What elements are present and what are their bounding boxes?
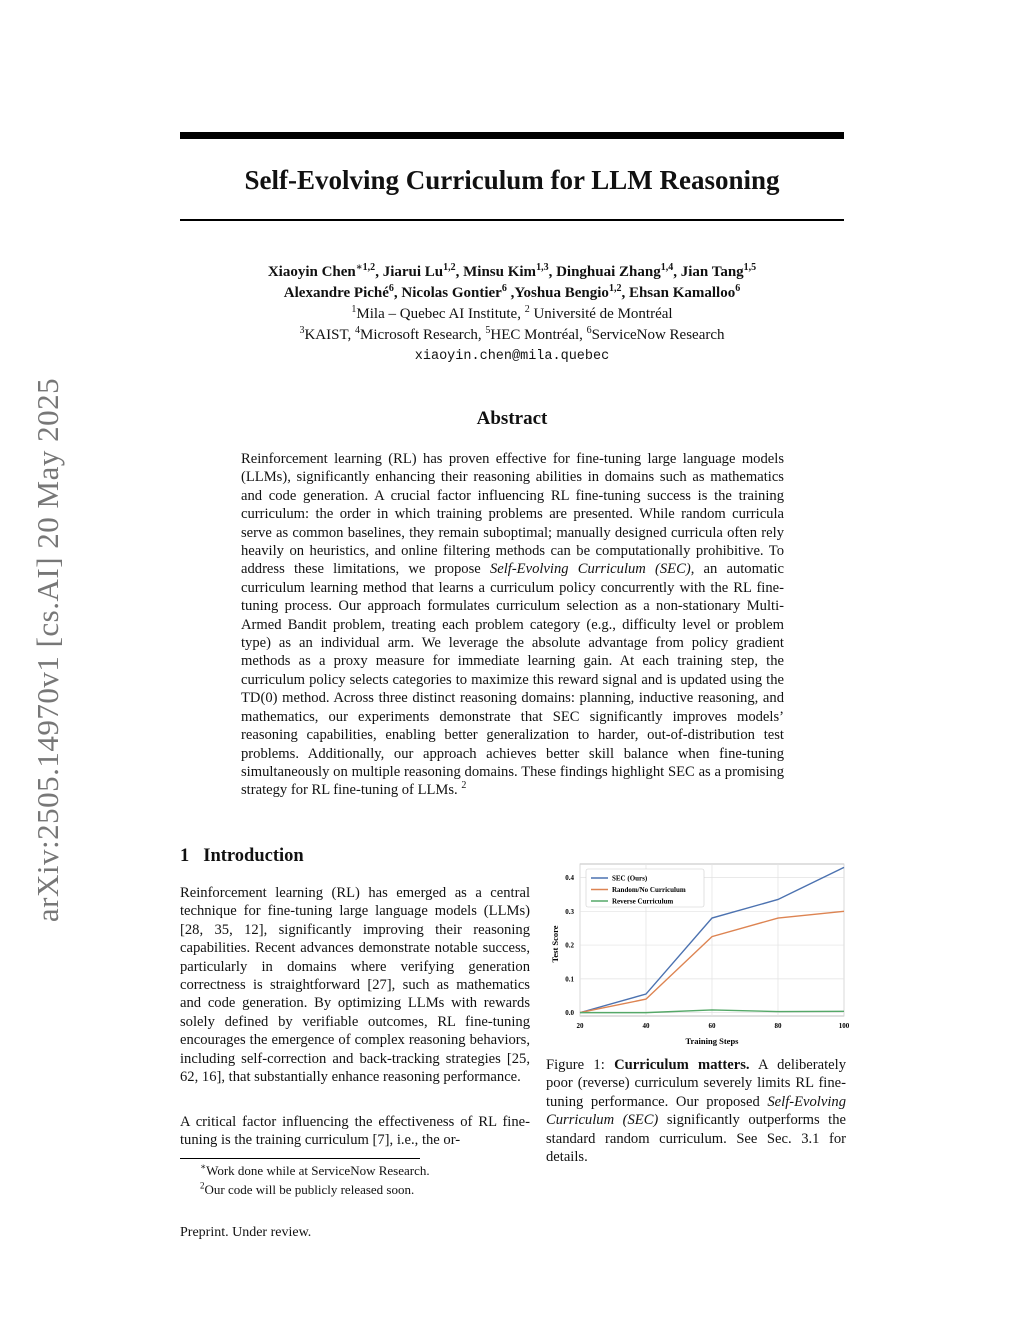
y-tick-label: 0.3 [565, 907, 574, 916]
section-title: Introduction [203, 846, 304, 866]
affiliation: Mila – Quebec AI Institute, [356, 306, 521, 322]
preprint-footer: Preprint. Under review. [180, 1225, 312, 1240]
y-tick-label: 0.0 [565, 1009, 574, 1018]
author-affil: 1,2 [608, 283, 622, 294]
affiliation-line-1 [180, 304, 844, 325]
caption-bold: Curriculum matters. [614, 1057, 750, 1073]
abstract-emphasis: Self-Evolving Curriculum (SEC) [489, 561, 691, 578]
legend-entry: SEC (Ours) [612, 874, 648, 883]
affil-mark: 4 [355, 325, 361, 336]
affil-mark: 5 [485, 325, 491, 336]
paper-title: Self-Evolving Curriculum for LLM Reasoning [244, 165, 780, 195]
y-tick-label: 0.4 [565, 874, 574, 883]
author-name: Minsu Kim [463, 264, 537, 280]
author-block [180, 262, 844, 367]
author-name: Nicolas Gontier [401, 285, 502, 301]
affiliation-line-2 [180, 325, 844, 346]
affiliation: KAIST, [304, 327, 352, 343]
abstract-text: Reinforcement learning (RL) has proven effective for fine-tuning large language models (LLMs), significantly enhancing their reasoning abilities in domains such as mathematics and code generation. A crucial factor influencing RL fine-tuning success is the training curriculum: the order in which training problems are presented. While random curricula serve as common baselines, they remain suboptimal; manually designed curricula often rely heavily on heuristics, and online filtering methods can be computationally prohibitive. To address these limitations, we propose [241, 451, 784, 578]
author-affil: 6 [501, 283, 507, 294]
caption-text: A deliberately poor (reverse) curriculum severely limits RL fine-tuning performance. Our proposed [546, 1057, 846, 1110]
author-line-1: Xiaoyin Chen$^{∗1,2}$, Jiarui Lu$^{1,2}$, Minsu Kim$^{1,3}$, Dinghuai Zhang$^{1,4}$, Jian Tang$^{1,5}$ [267, 262, 757, 280]
affiliation: Université de Montréal [533, 306, 673, 322]
x-axis-label: Training Steps [685, 1036, 739, 1046]
y-tick-label: 0.1 [565, 975, 574, 984]
legend-entry: Random/No Curriculum [612, 886, 686, 894]
x-tick-label: 100 [838, 1022, 850, 1030]
author-name: Dinghuai Zhang [556, 264, 661, 280]
affil-mark: 1 [351, 304, 357, 315]
author-name: Ehsan Kamalloo [628, 285, 736, 301]
footnote-text: Work done while at ServiceNow Research. [206, 1163, 430, 1178]
affiliation: HEC Montréal, [490, 327, 583, 343]
intro-paragraph-2: A critical factor influencing the effectiveness of RL fine-tuning is the training curriculum [7], i.e., the or- [180, 1114, 530, 1149]
abstract-heading: Abstract [476, 408, 548, 429]
title-rule-bottom [180, 219, 844, 221]
footnote-2 [200, 1181, 414, 1198]
footnote-1 [200, 1162, 430, 1179]
figure-1-chart [546, 860, 850, 1050]
arxiv-id: arXiv:2505.14970v1 [cs.AI] 20 May 2025 [30, 377, 65, 923]
y-tick-label: 0.2 [565, 941, 574, 950]
figure-caption [546, 1056, 846, 1166]
author-name: Alexandre Piché [283, 285, 389, 301]
author-affil: ∗1,2 [355, 262, 376, 273]
x-tick-label: 40 [642, 1022, 650, 1030]
abstract-text: , an automatic curriculum learning method that learns a curriculum policy concurrently with the RL fine-tuning process. Our approach formulates curriculum selection as a non-stationary Multi-Armed Bandit problem, treating each problem category (e.g., difficulty level or problem type) as an individual arm. We leverage the absolute advantage from policy gradient methods as a proxy measure for immediate learning gain. At each training step, the curriculum policy selects categories to maximize this reward signal and is updated using the TD(0) method. Across three distinct reasoning domains: planning, inductive reasoning, and mathematics, our experiments demonstrate that SEC significantly improves models’ reasoning capabilities, enabling better generalization to harder, out-of-distribution test problems. Additionally, our approach achieves better skill balance when fine-tuning simultaneously on multiple reasoning domains. These findings highlight SEC as a promising strategy for RL fine-tuning of LLMs. [241, 561, 785, 799]
affiliation: ServiceNow Research [591, 327, 725, 343]
affil-mark: 3 [299, 325, 305, 336]
title-rule-top [180, 132, 844, 139]
author-affil: 6 [735, 283, 741, 294]
author-name: Yoshua Bengio [514, 285, 609, 301]
author-affil: 1,2 [443, 262, 456, 273]
section-number: 1 [180, 846, 190, 866]
abstract-body [241, 450, 784, 800]
y-axis-label: Test Score [550, 925, 560, 963]
x-tick-label: 80 [774, 1022, 782, 1030]
author-name: Xiaoyin Chen [267, 264, 356, 280]
author-affil: 6 [388, 283, 394, 294]
footnote-rule [180, 1158, 420, 1159]
x-tick-label: 20 [576, 1022, 584, 1030]
author-email[interactable]: xiaoyin.chen@mila.quebec [414, 349, 610, 364]
author-affil: 1,4 [660, 262, 674, 273]
footnote-mark: ∗ [200, 1161, 207, 1172]
x-tick-label: 60 [708, 1022, 716, 1030]
affil-mark: 6 [586, 325, 592, 336]
caption-emphasis: Self-Evolving Curriculum (SEC) [546, 1093, 846, 1129]
author-affil: 1,5 [743, 262, 757, 273]
footnote-mark: 2 [200, 1180, 205, 1191]
legend-entry: Reverse Curriculum [612, 897, 674, 906]
footnote-text: Our code will be publicly released soon. [204, 1182, 415, 1197]
author-name: Jiarui Lu [382, 264, 444, 280]
affiliation: Microsoft Research, [360, 327, 482, 343]
caption-text: significantly outperforms the standard random curriculum. See Sec. 3.1 for details. [546, 1112, 846, 1166]
footnote-mark[interactable]: 2 [461, 780, 467, 792]
caption-label: Figure 1: [546, 1057, 605, 1073]
author-name: Jian Tang [680, 264, 744, 280]
arxiv-side-label [8, 350, 88, 950]
intro-paragraph-1: Reinforcement learning (RL) has emerged as a central technique for fine-tuning large language models (LLMs) [28, 35, 12], significantly improving their reasoning capabilities. Recent advances demonstrate notable success, particularly in domains where verifying generation correctness is straightforward [27], such as mathematics and code generation. By optimizing LLMs with rewards solely defined by verifiable outcomes, RL fine-tuning encourages the emergence of complex reasoning behaviors, including self-correction and back-tracking strategies [25, 62, 16], that substantially enhance reasoning performance. [180, 885, 530, 1086]
section-heading [180, 846, 304, 867]
affil-mark: 2 [524, 304, 530, 315]
author-affil: 1,3 [536, 262, 549, 273]
author-line-2: Alexandre Piché$^6$, Nicolas Gontier$^6$ ,Yoshua Bengio$^{1,2}$, Ehsan Kamalloo$^6$ [283, 283, 741, 301]
